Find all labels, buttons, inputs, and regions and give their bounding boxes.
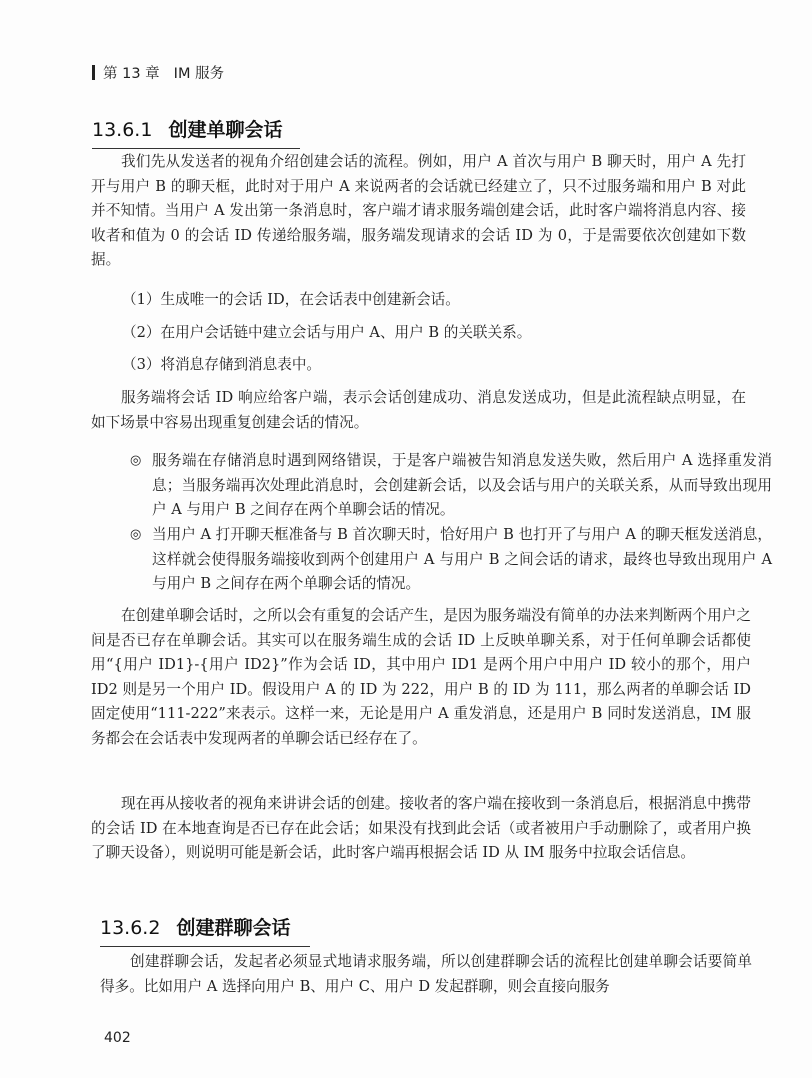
step-item: （2）在用户会话链中建立会话与用户 A、用户 B 的关联关系。 [122, 324, 532, 341]
paragraph-intro: 我们先从发送者的视角介绍创建会话的流程。例如，用户 A 首次与用户 B 聊天时，用户 A 先打开与用户 B 的聊天框，此时对于用户 A 来说两者的会话就已经建立了，只不过服务端和用户 B 对此并不知情。当用户 A 发出第一条消息时，客户端才请求服务端创建会话，此时客户端将消息内容、接收者和值为 0 的会话 ID 传递给服务端，服务端发现请求的会话 ID 为 0，于是需要依次创建如下数据。 [91, 153, 746, 268]
running-head [92, 62, 224, 83]
bullet-mark-icon: ◎ [130, 453, 142, 468]
section-heading-13-6-1 [92, 115, 300, 149]
paragraph-receiver: 现在再从接收者的视角来讲讲会话的创建。接收者的客户端在接收到一条消息后，根据消息中携带的会话 ID 在本地查询是否已存在此会话；如果没有找到此会话（或者被用户手动删除了，或者用户换了聊天设备），则说明可能是新会话，此时客户端再根据会话 ID 从 IM 服务中拉取会话信息。 [91, 795, 751, 861]
chapter-number: 第 13 章 [103, 66, 160, 82]
step-item: （1）生成唯一的会话 ID，在会话表中创建新会话。 [122, 291, 460, 308]
section-title: 创建群聊会话 [176, 917, 291, 939]
bullet-item [130, 449, 772, 523]
bullet-mark-icon: ◎ [130, 527, 142, 542]
section-heading-13-6-2 [100, 913, 310, 947]
paragraph-group-chat: 创建群聊会话，发起者必须显式地请求服务端，所以创建群聊会话的流程比创建单聊会话要简单得多。比如用户 A 选择向用户 B、用户 C、用户 D 发起群聊，则会直接向服务 [100, 953, 752, 995]
chapter-title: IM 服务 [173, 66, 225, 82]
paragraph-solution: 在创建单聊会话时，之所以会有重复的会话产生，是因为服务端没有简单的办法来判断两个用户之间是否已存在单聊会话。其实可以在服务端生成的会话 ID 上反映单聊关系，对于任何单聊会话都使用“{用户 ID1}-{用户 ID2}”作为会话 ID，其中用户 ID1 是两个用户中用户 ID 较小的那个，用户 ID2 则是另一个用户 ID。假设用户 A 的 ID 为 222，用户 B 的 ID 为 111，那么两者的单聊会话 ID 固定使用“111-222”来表示。这样一来，无论是用户 A 重发消息，还是用户 B 同时发送消息，IM 服务都会在会话表中发现两者的单聊会话已经存在了。 [91, 607, 751, 747]
running-head-bar [92, 65, 95, 80]
page-number: 402 [104, 1030, 131, 1046]
bullet-text: 服务端在存储消息时遇到网络错误，于是客户端被告知消息发送失败，然后用户 A 选择重发消息；当服务端再次处理此消息时，会创建新会话，以及会话与用户的关联关系，从而导致出现用户 A 与用户 B 之间存在两个单聊会话的情况。 [152, 452, 772, 518]
paragraph-drawback: 服务端将会话 ID 响应给客户端，表示会话创建成功、消息发送成功，但是此流程缺点明显，在如下场景中容易出现重复创建会话的情况。 [91, 389, 746, 431]
step-item: （3）将消息存储到消息表中。 [122, 356, 322, 373]
bullet-text: 当用户 A 打开聊天框准备与 B 首次聊天时，恰好用户 B 也打开了与用户 A 的聊天框发送消息，这样就会使得服务端接收到两个创建用户 A 与用户 B 之间会话的请求，最终也导致出现用户 A 与用户 B 之间存在两个单聊会话的情况。 [152, 526, 772, 592]
bullet-item [130, 523, 772, 597]
section-number: 13.6.1 [92, 119, 153, 141]
section-number: 13.6.2 [100, 917, 161, 939]
section-title: 创建单聊会话 [168, 119, 283, 141]
